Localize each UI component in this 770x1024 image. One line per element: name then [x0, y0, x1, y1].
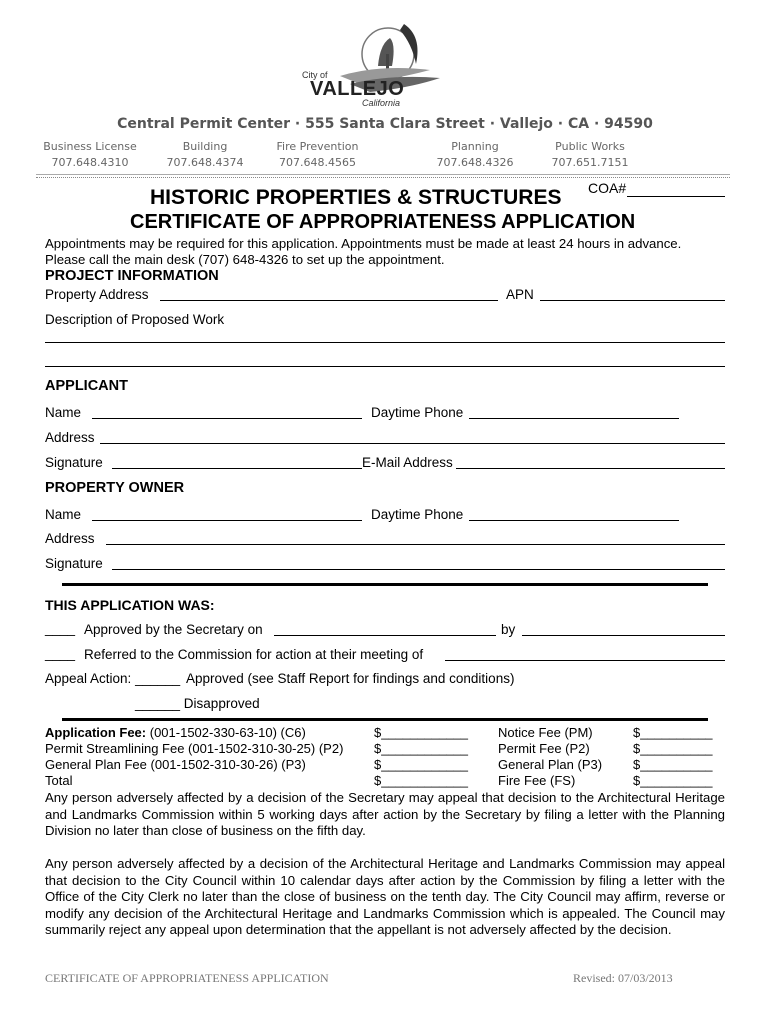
property-owner-heading: PROPERTY OWNER — [45, 480, 185, 496]
owner-name-label: Name — [45, 507, 82, 522]
approved-date-field[interactable] — [274, 635, 496, 636]
dept-phone: 707.648.4310 — [51, 156, 129, 169]
fee-row-permit: Permit Fee (P2) — [498, 741, 590, 756]
applicant-phone-label: Daytime Phone — [371, 405, 464, 420]
owner-phone-label: Daytime Phone — [371, 507, 464, 522]
applicant-email-field[interactable] — [456, 468, 725, 469]
fee-row-application — [45, 725, 306, 740]
header-divider — [36, 174, 730, 178]
apn-field[interactable] — [540, 300, 725, 301]
appeal-paragraph-commission: Any person adversely affected by a decision of the Architectural Heritage and Landmarks Commission may appeal that decision to the City Council within 10 calendar days after action by the Commission by filing a letter with the Office of the City Clerk no later than the close of business on the tenth day. The City Council may affirm, reverse or modify any decision of the Architectural Heritage and Landmarks Commission which is appealed. The Council may summarily reject any appeal upon determination that the appellant is not adversely affected by the decision. — [45, 856, 725, 937]
owner-phone-field[interactable] — [469, 520, 679, 521]
description-field-line-1[interactable] — [45, 342, 725, 343]
appeal-approved-label: Approved (see Staff Report for findings and conditions) — [186, 671, 515, 686]
dept-name: Public Works — [555, 140, 625, 153]
applicant-signature-label: Signature — [45, 455, 103, 470]
applicant-signature-field[interactable] — [112, 468, 362, 469]
dept-public-works — [545, 139, 635, 171]
disapproved-label: ______ Disapproved — [135, 696, 260, 711]
form-title-line2: CERTIFICATE OF APPROPRIATENESS APPLICATION — [130, 211, 636, 233]
applicant-email-label: E-Mail Address — [362, 455, 453, 470]
approved-by-field[interactable] — [522, 635, 725, 636]
fee-row-fire: Fire Fee (FS) — [498, 773, 576, 788]
intro-line-2: Please call the main desk (707) 648-4326 to set up the appointment. — [45, 252, 445, 267]
fee-amount-total[interactable]: $____________ — [374, 773, 468, 788]
applicant-address-field[interactable] — [100, 443, 725, 444]
appeal-action-label: Appeal Action: ______ — [45, 671, 181, 686]
application-status-heading: THIS APPLICATION WAS: — [45, 597, 215, 613]
dept-planning — [430, 139, 520, 171]
approved-by-secretary-label: Approved by the Secretary on — [84, 622, 263, 637]
fee-amount-fire[interactable]: $__________ — [633, 773, 713, 788]
project-information-heading: PROJECT INFORMATION — [45, 268, 219, 284]
dept-phone: 707.648.4326 — [436, 156, 514, 169]
fee-row-permit-streamlining: Permit Streamlining Fee (001-1502-310-30-25) (P2) — [45, 741, 344, 756]
property-address-field[interactable] — [160, 300, 498, 301]
referred-label: Referred to the Commission for action at their meeting of — [84, 647, 424, 662]
fee-amount-application[interactable]: $____________ — [374, 725, 468, 740]
coa-field[interactable] — [627, 196, 725, 197]
applicant-address-label: Address — [45, 430, 95, 445]
description-field-line-2[interactable] — [45, 366, 725, 367]
appeal-paragraph-secretary: Any person adversely affected by a decision of the Secretary may appeal that decision to the Architectural Heritage and Landmarks Commission within 5 working days after action by the Secretary by filing a letter with the Planning Division no later than close of business on the fifth day. — [45, 790, 725, 838]
apn-label: APN — [506, 287, 534, 302]
fee-row-notice: Notice Fee (PM) — [498, 725, 593, 740]
description-label: Description of Proposed Work — [45, 312, 225, 327]
property-address-label: Property Address — [45, 287, 149, 302]
dept-name: Business License — [43, 140, 137, 153]
logo-name: VALLEJO — [310, 78, 405, 100]
dept-phone: 707.651.7151 — [551, 156, 629, 169]
footer-revised-date: Revised: 07/03/2013 — [573, 971, 673, 985]
logo-city-of: City of — [302, 70, 328, 80]
fee-amount-permit-streamlining[interactable]: $____________ — [374, 741, 468, 756]
fee-amount-notice[interactable]: $__________ — [633, 725, 713, 740]
form-title-line1: HISTORIC PROPERTIES & STRUCTURES — [150, 186, 562, 209]
coa-label: COA# — [588, 180, 627, 196]
fee-amount-general-plan-p3[interactable]: $__________ — [633, 757, 713, 772]
applicant-name-field[interactable] — [92, 418, 362, 419]
dept-phone: 707.648.4565 — [279, 156, 356, 169]
owner-address-field[interactable] — [106, 544, 725, 545]
dept-name: Building — [182, 140, 228, 153]
fee-row-total: Total — [45, 773, 73, 788]
dept-name: Planning — [451, 140, 499, 153]
fee-label: (001-1502-330-63-10) (C6) — [146, 725, 306, 740]
applicant-name-label: Name — [45, 405, 82, 420]
permit-center-address: Central Permit Center · 555 Santa Clara Street · Vallejo · CA · 94590 — [117, 116, 653, 132]
fee-row-general-plan: General Plan Fee (001-1502-310-30-26) (P3) — [45, 757, 306, 772]
referred-blank[interactable]: ____ — [45, 646, 76, 661]
dept-fire-prevention — [265, 139, 370, 171]
owner-name-field[interactable] — [92, 520, 362, 521]
fee-amount-general-plan[interactable]: $____________ — [374, 757, 468, 772]
footer-form-name: CERTIFICATE OF APPROPRIATENESS APPLICATION — [45, 971, 329, 985]
applicant-heading: APPLICANT — [45, 378, 128, 394]
fees-divider — [62, 718, 708, 721]
dept-building — [160, 139, 250, 171]
intro-line-1: Appointments may be required for this application. Appointments must be made at least 24 hours in advance. — [45, 236, 682, 251]
fee-row-general-plan-p3: General Plan (P3) — [498, 757, 603, 772]
fee-amount-permit[interactable]: $__________ — [633, 741, 713, 756]
owner-signature-field[interactable] — [112, 569, 725, 570]
applicant-phone-field[interactable] — [469, 418, 679, 419]
section-divider — [62, 583, 708, 586]
logo-state: California — [362, 98, 401, 108]
dept-business-license — [40, 139, 140, 171]
approved-blank[interactable]: ____ — [45, 621, 76, 636]
by-label: by — [501, 622, 516, 637]
dept-phone: 707.648.4374 — [166, 156, 244, 169]
owner-address-label: Address — [45, 531, 95, 546]
fee-label-bold: Application Fee: — [45, 725, 147, 740]
dept-name: Fire Prevention — [276, 140, 359, 153]
meeting-date-field[interactable] — [445, 660, 725, 661]
owner-signature-label: Signature — [45, 556, 103, 571]
